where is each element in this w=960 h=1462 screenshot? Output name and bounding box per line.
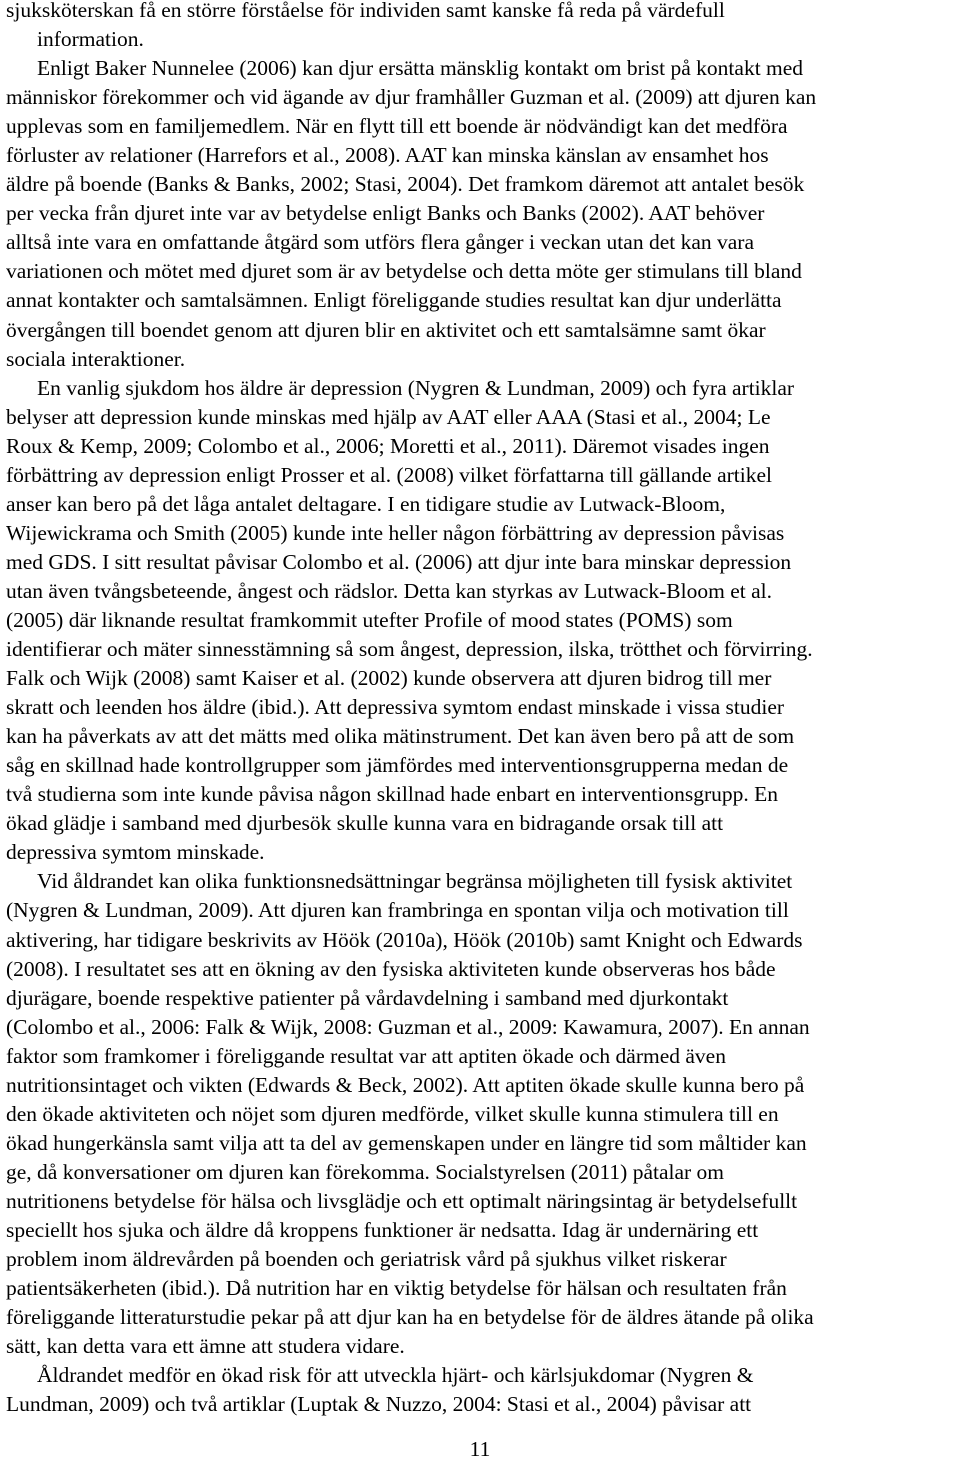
text-line: speciellt hos sjuka och äldre då kroppens funktioner är nedsatta. Idag är undernäring ett: [6, 1217, 759, 1242]
text-line: Lundman, 2009) och två artiklar (Luptak & Nuzzo, 2004: Stasi et al., 2004) påvisar att: [6, 1392, 752, 1417]
text-line: ge, då konversationer om djuren kan förekomma. Socialstyrelsen (2011) påtalar om: [6, 1159, 725, 1184]
text-line: ökad hungerkänsla samt vilja att ta del av gemenskapen under en längre tid som måltider kan: [6, 1130, 807, 1155]
text-line: med GDS. I sitt resultat påvisar Colombo et al. (2006) att djur inte bara minskar depression: [6, 549, 792, 574]
text-line: identifierar och mäter sinnesstämning så som ångest, depression, ilska, trötthet och förvirring.: [6, 637, 813, 662]
paragraph-first-line: Vid åldrandet kan olika funktionsnedsättningar begränsa möjligheten till fysisk aktivitet: [37, 869, 793, 894]
text-line: information.: [37, 27, 144, 52]
text-line: föreliggande litteraturstudie pekar på att djur kan ha en betydelse för de äldres ätande på olika: [6, 1305, 814, 1330]
page-number: 11: [469, 1437, 491, 1461]
text-line: nutritionsintaget och vikten (Edwards & Beck, 2002). Att aptiten ökade skulle kunna bero på: [6, 1072, 805, 1097]
text-line: förluster av relationer (Harrefors et al., 2008). AAT kan minska känslan av ensamhet hos: [6, 143, 769, 168]
text-line: anser kan bero på det låga antalet deltagare. I en tidigare studie av Lutwack-Bloom,: [6, 491, 726, 516]
text-line: sätt, kan detta vara ett ämne att studera vidare.: [6, 1334, 405, 1359]
text-line: belyser att depression kunde minskas med hjälp av AAT eller AAA (Stasi et al., 2004; Le: [6, 404, 771, 429]
text-line: sociala interaktioner.: [6, 346, 186, 371]
paragraph-first-line: Enligt Baker Nunnelee (2006) kan djur ersätta mänsklig kontakt om brist på kontakt med: [37, 56, 804, 81]
text-line: faktor som framkomer i föreliggande resultat var att aptiten ökade och därmed även: [6, 1043, 726, 1068]
text-line: förbättring av depression enligt Prosser et al. (2008) vilket författarna till gällande artikel: [6, 462, 772, 487]
paragraph-first-line: En vanlig sjukdom hos äldre är depression (Nygren & Lundman, 2009) och fyra artiklar: [37, 375, 795, 400]
text-line: patientsäkerheten (ibid.). Då nutrition har en viktig betydelse för hälsan och resultaten från: [6, 1276, 787, 1301]
text-line: variationen och mötet med djuret som är av betydelse och detta möte ger stimulans till bland: [6, 259, 802, 284]
text-line: djurägare, boende respektive patienter på vårdavdelning i samband med djurkontakt: [6, 985, 729, 1010]
text-line: den ökade aktiviteten och nöjet som djuren medförde, vilket skulle kunna stimulera till en: [6, 1101, 779, 1126]
text-line: människor förekommer och vid ägande av djur framhåller Guzman et al. (2009) att djuren kan: [6, 85, 817, 110]
text-line: annat kontakter och samtalsämnen. Enligt föreliggande studies resultat kan djur underlätta: [6, 288, 782, 313]
text-line: per vecka från djuret inte var av betydelse enligt Banks och Banks (2002). AAT behöver: [6, 201, 765, 226]
text-line: Roux & Kemp, 2009; Colombo et al., 2006; Moretti et al., 2011). Däremot visades ingen: [6, 433, 770, 458]
body-text: [6, 0, 950, 1419]
text-line: (Colombo et al., 2006: Falk & Wijk, 2008: Guzman et al., 2009: Kawamura, 2007). En annan: [6, 1014, 810, 1039]
text-line: (2008). I resultatet ses att en ökning av den fysiska aktiviteten kunde observeras hos både: [6, 956, 776, 981]
text-line: nutritionens betydelse för hälsa och livsglädje och ett optimalt näringsintag är betydelsefullt: [6, 1188, 798, 1213]
text-line: (2005) där liknande resultat framkommit utefter Profile of mood states (POMS) som: [6, 607, 733, 632]
text-line: problem inom äldrevården på boenden och geriatrisk vård på sjukhus vilket riskerar: [6, 1247, 727, 1272]
text-line: sjuksköterskan få en större förståelse för individen samt kanske få reda på värdefull: [6, 0, 725, 22]
text-line: övergången till boendet genom att djuren blir en aktivitet och ett samtalsämne samt ökar: [6, 317, 766, 342]
text-line: depressiva symtom minskade.: [6, 840, 265, 865]
text-line: såg en skillnad hade kontrollgrupper som jämfördes med interventionsgrupperna medan de: [6, 753, 789, 778]
text-line: upplevas som en familjemedlem. När en flytt till ett boende är nödvändigt kan det medföra: [6, 114, 788, 139]
paragraph-first-line: Åldrandet medför en ökad risk för att utveckla hjärt- och kärlsjukdomar (Nygren &: [37, 1363, 754, 1388]
text-line: äldre på boende (Banks & Banks, 2002; Stasi, 2004). Det framkom däremot att antalet besök: [6, 172, 805, 197]
text-line: Wijewickrama och Smith (2005) kunde inte heller någon förbättring av depression påvisas: [6, 520, 785, 545]
text-line: utan även tvångsbeteende, ångest och rädslor. Detta kan styrkas av Lutwack-Bloom et al.: [6, 578, 772, 603]
text-line: Falk och Wijk (2008) samt Kaiser et al. (2002) kunde observera att djuren bidrog till mer: [6, 666, 772, 691]
text-line: kan ha påverkats av att det mätts med olika mätinstrument. Det kan även bero på att de som: [6, 724, 795, 749]
text-line: två studierna som inte kunde påvisa någon skillnad hade enbart en interventionsgrupp. En: [6, 782, 779, 807]
text-line: skratt och leenden hos äldre (ibid.). Att depressiva symtom endast minskade i vissa studier: [6, 695, 785, 720]
text-line: alltså inte vara en omfattande åtgärd som utförs flera gånger i veckan utan det kan vara: [6, 230, 754, 255]
text-line: (Nygren & Lundman, 2009). Att djuren kan frambringa en spontan vilja och motivation till: [6, 898, 789, 923]
text-line: ökad glädje i samband med djurbesök skulle kunna vara en bidragande orsak till att: [6, 811, 724, 836]
text-line: aktivering, har tidigare beskrivits av Höök (2010a), Höök (2010b) samt Knight och Edwards: [6, 927, 803, 952]
